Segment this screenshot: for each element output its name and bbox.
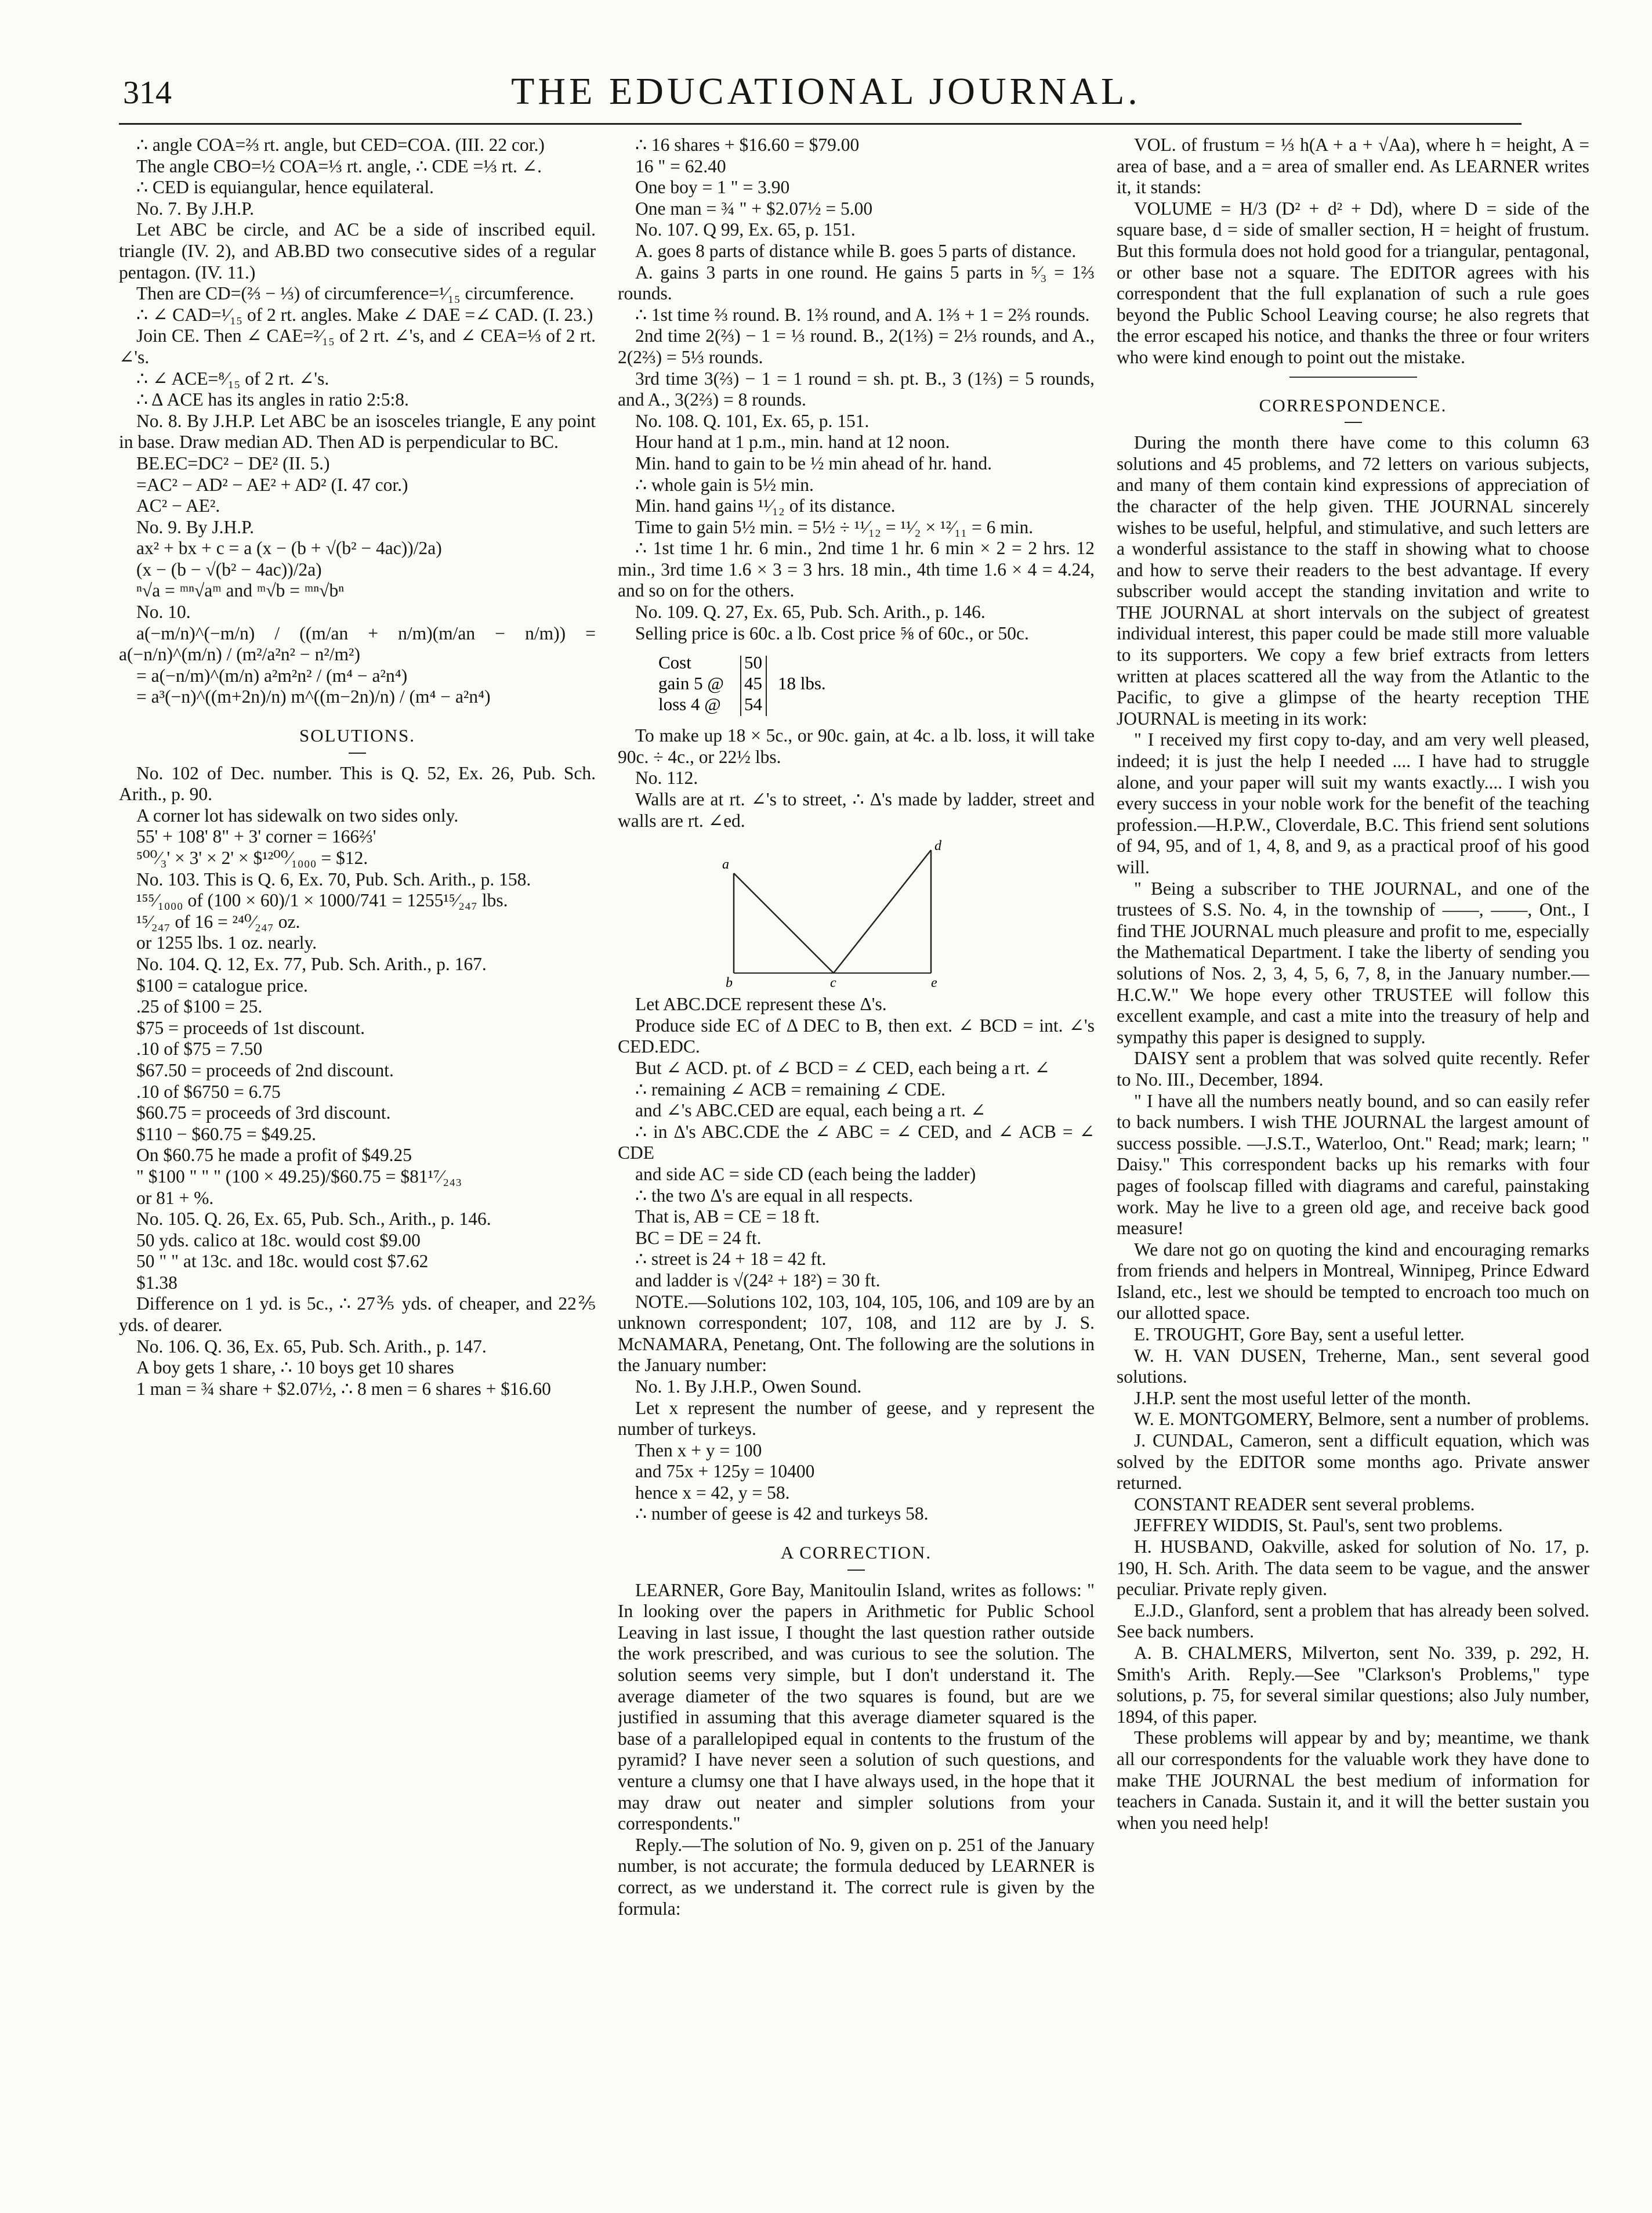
text-line: ⁵⁰⁰⁄₃' × 3' × 2' × $¹²⁰⁰⁄₁₀₀₀ = $12. xyxy=(136,848,368,868)
text-line: One boy = 1 " = 3.90 xyxy=(635,177,790,198)
text-line: BE.EC=DC² − DE² (II. 5.) xyxy=(136,453,330,473)
figure-label-d: d xyxy=(934,838,941,854)
text-line: and 75x + 125y = 10400 xyxy=(635,1461,815,1482)
text-line: ∴ 1st time ⅔ round. B. 1⅔ round, and A. 1⅔ + 1 = 2⅔ rounds. xyxy=(635,304,1090,325)
header-rule xyxy=(119,123,1521,125)
text-line: $110 − $60.75 = $49.25. xyxy=(136,1123,316,1144)
text-line: No. 7. By J.H.P. xyxy=(136,198,255,219)
text-line: " $100 " " " (100 × 49.25)/$60.75 = $81¹⁷⁄₂₄₃ xyxy=(136,1166,462,1187)
text-line: No. 108. Q. 101, Ex. 65, p. 151. xyxy=(635,410,870,431)
text-line: A corner lot has sidewalk on two sides only. xyxy=(136,805,459,826)
correspondence-heading: CORRESPONDENCE. xyxy=(1117,395,1589,424)
text-line: $75 = proceeds of 1st discount. xyxy=(136,1017,365,1038)
text-line: CONSTANT READER sent several problems. xyxy=(1134,1494,1475,1514)
text-line: a(−m/n)^(−m/n) / ((m/an + n/m)(m/an − n/m)) = a(−n/n)^(m/n) / (m²/a²n² − n²/m²) xyxy=(119,623,596,665)
text-line: Produce side EC of Δ DEC to B, then ext. ∠ BCD = int. ∠'s CED.EDC. xyxy=(618,1015,1095,1057)
text-line: Let x represent the number of geese, and y represent the number of turkeys. xyxy=(618,1397,1095,1440)
figure-label-b: b xyxy=(726,975,733,990)
text-line: .10 of $75 = 7.50 xyxy=(136,1039,263,1060)
alligation-value: 50 xyxy=(744,652,762,673)
ladder-right xyxy=(834,850,931,973)
text-line: Min. hand gains ¹¹⁄₁₂ of its distance. xyxy=(635,496,896,516)
text-line: A. B. CHALMERS, Milverton, sent No. 339, p. 292, H. Smith's Arith. Reply.—See "Clarkson's Problems," type solutions, p. 75, for several similar questions; also July number, 1894, of this paper. xyxy=(1117,1642,1589,1727)
text-line: No. 104. Q. 12, Ex. 77, Pub. Sch. Arith., p. 167. xyxy=(136,953,487,974)
text-line: and ladder is √(24² + 18²) = 30 ft. xyxy=(635,1270,881,1290)
text-line: 50 " " at 13c. and 18c. would cost $7.62 xyxy=(136,1251,429,1272)
journal-title: THE EDUCATIONAL JOURNAL. xyxy=(511,70,1141,113)
text-line: 55' + 108' 8" + 3' corner = 166⅔' xyxy=(136,826,376,847)
ladder-diagram xyxy=(618,838,1095,989)
section-separator xyxy=(1289,377,1417,378)
text-line: and ∠'s ABC.CED are equal, each being a rt. ∠ xyxy=(635,1100,986,1121)
figure-label-e: e xyxy=(931,975,937,990)
alligation-gain-label: gain 5 @ xyxy=(658,673,724,694)
solutions-list xyxy=(119,763,596,1400)
text-line: ⁿ√a = ᵐⁿ√aᵐ and ᵐ√b = ᵐⁿ√bⁿ xyxy=(136,580,345,601)
alligation-cost-label: Cost xyxy=(658,652,691,673)
text-line: ∴ angle COA=⅔ rt. angle, but CED=COA. (III. 22 cor.) xyxy=(136,135,545,155)
correction-heading: A CORRECTION. xyxy=(618,1542,1095,1571)
text-line: No. 105. Q. 26, Ex. 65, Pub. Sch., Arith., p. 146. xyxy=(136,1209,491,1230)
text-line: That is, AB = CE = 18 ft. xyxy=(635,1206,820,1227)
text-line: .25 of $100 = 25. xyxy=(136,996,263,1017)
text-line: 50 yds. calico at 18c. would cost $9.00 xyxy=(136,1230,421,1250)
text-line: DAISY sent a problem that was solved quite recently. Refer to No. III., December, 1894. xyxy=(1117,1048,1589,1090)
text-line: Min. hand to gain to be ½ min ahead of hr. hand. xyxy=(635,453,992,473)
text-line: NOTE.—Solutions 102, 103, 104, 105, 106, and 109 are by an unknown correspondent; 107, 108, and 112 are by J. S. McNAMARA, Penetang, Ont. The following are the solutions in the January number: xyxy=(618,1291,1095,1376)
text-line: ∴ street is 24 + 18 = 42 ft. xyxy=(635,1249,827,1270)
text-line: One man = ¾ " + $2.07½ = 5.00 xyxy=(635,198,873,219)
text-line: $60.75 = proceeds of 3rd discount. xyxy=(136,1102,391,1123)
solutions-continued xyxy=(618,135,1095,644)
text-line: 16 " = 62.40 xyxy=(635,156,726,176)
figure-label-c: c xyxy=(830,975,836,990)
text-line: Let ABC.DCE represent these Δ's. xyxy=(635,994,887,1015)
text-line: $1.38 xyxy=(136,1272,177,1293)
text-line: $100 = catalogue price. xyxy=(136,975,308,996)
text-line: But ∠ ACD. pt. of ∠ BCD = ∠ CED, each being a rt. ∠ xyxy=(635,1058,1050,1078)
alligation-table xyxy=(618,651,1095,721)
text-line: These problems will appear by and by; meantime, we thank all our correspondents for the valuable work they have done to make THE JOURNAL the best medium of information for teachers in Canada. Sustain it, and it will the better sustain you when you need help! xyxy=(1117,1727,1589,1833)
text-line: No. 106. Q. 36, Ex. 65, Pub. Sch. Arith., p. 147. xyxy=(136,1336,487,1357)
text-line: Difference on 1 yd. is 5c., ∴ 27⅗ yds. of cheaper, and 22⅖ yds. of dearer. xyxy=(119,1293,596,1336)
text-line: ∴ CED is equiangular, hence equilateral. xyxy=(136,177,434,198)
text-line: ax² + bx + c = a (x − (b + √(b² − 4ac))/2a) xyxy=(136,538,442,559)
text-line: ¹⁵⁵⁄₁₀₀₀ of (100 × 60)/1 × 1000/741 = 1255¹⁵⁄₂₄₇ lbs. xyxy=(136,890,508,911)
text-line: or 1255 lbs. 1 oz. nearly. xyxy=(136,932,317,953)
text-line: = a(−n/m)^(m/n) a²m²n² / (m⁴ − a²n⁴) xyxy=(136,665,408,686)
text-line: ∴ number of geese is 42 and turkeys 58. xyxy=(635,1503,929,1524)
text-line: = a³(−n)^((m+2n)/n) m^((m−2n)/n) / (m⁴ − a²n⁴) xyxy=(136,686,491,707)
text-line: .10 of $6750 = 6.75 xyxy=(136,1081,281,1102)
text-line: ∴ Δ ACE has its angles in ratio 2:5:8. xyxy=(136,389,409,410)
column-left xyxy=(119,135,596,2178)
solutions-heading: SOLUTIONS. xyxy=(119,725,596,754)
text-line: ∴ 16 shares + $16.60 = $79.00 xyxy=(635,135,860,155)
text-line: JEFFREY WIDDIS, St. Paul's, sent two problems. xyxy=(1134,1515,1503,1536)
text-line: or 81 + %. xyxy=(136,1187,214,1208)
text-line: Time to gain 5½ min. = 5½ ÷ ¹¹⁄₁₂ = ¹¹⁄₂ × ¹²⁄₁₁ = 6 min. xyxy=(635,516,1034,537)
text-line: ∴ ∠ ACE=⁸⁄₁₅ of 2 rt. ∠'s. xyxy=(136,368,329,389)
text-line: ∴ whole gain is 5½ min. xyxy=(635,474,814,495)
text-line: J. CUNDAL, Cameron, sent a difficult equation, which was solved by the EDITOR some months ago. Private answer returned. xyxy=(1117,1430,1589,1494)
math-solutions-block xyxy=(119,135,596,708)
text-line: ¹⁵⁄₂₄₇ of 16 = ²⁴⁰⁄₂₄₇ oz. xyxy=(136,911,300,932)
text-line: ∴ in Δ's ABC.CDE the ∠ ABC = ∠ CED, and ∠ ACB = ∠ CDE xyxy=(618,1121,1095,1163)
text-line: No. 107. Q 99, Ex. 65, p. 151. xyxy=(635,219,856,240)
ladder-problem-text xyxy=(618,725,1095,831)
text-line: 1 man = ¾ share + $2.07½, ∴ 8 men = 6 shares + $16.60 xyxy=(136,1378,551,1399)
text-line: Hour hand at 1 p.m., min. hand at 12 noon. xyxy=(635,432,950,453)
text-line: No. 9. By J.H.P. xyxy=(136,516,255,537)
alligation-result: 18 lbs. xyxy=(778,673,826,694)
text-line: (x − (b − √(b² − 4ac))/2a) xyxy=(136,559,322,580)
text-line: J.H.P. sent the most useful letter of the month. xyxy=(1134,1387,1471,1408)
text-line: LEARNER, Gore Bay, Manitoulin Island, writes as follows: " In looking over the papers in Arithmetic for Public School Leaving in last issue, I thought the last question rather outside the work prescribed, and was curious to see the solution. The solution seems very simple, but I don't understand it. The average diameter of the two squares is found, but are we justified in assuming that this average diameter squared is the base of a parallelopiped equal in contents to the frustum of the pyramid? I have never seen a solution of such questions, and venture a clumsy one that I have always used, in the hope that it may draw out neater and simpler solutions from your correspondents." xyxy=(618,1579,1095,1834)
figure-label-a: a xyxy=(722,857,729,873)
text-line: W. H. VAN DUSEN, Treherne, Man., sent several good solutions. xyxy=(1117,1345,1589,1387)
text-line: No. 112. xyxy=(635,768,698,789)
text-line: VOL. of frustum = ⅓ h(A + a + √Aa), where h = height, A = area of base, and a = area of smaller end. As LEARNER writes it, it stands: xyxy=(1117,135,1589,198)
text-line: No. 8. By J.H.P. Let ABC be an isosceles triangle, E any point in base. Draw median AD. Then AD is perpendicular to BC. xyxy=(119,410,596,453)
text-line: No. 1. By J.H.P., Owen Sound. xyxy=(635,1376,862,1397)
text-line: E. TROUGHT, Gore Bay, sent a useful letter. xyxy=(1134,1324,1465,1345)
correspondence-text xyxy=(1117,432,1589,1834)
text-line: A. gains 3 parts in one round. He gains 5 parts in ⁵⁄₃ = 1⅔ rounds. xyxy=(618,262,1095,304)
text-line: Reply.—The solution of No. 9, given on p. 251 of the January number, is not accurate; the formula deduced by LEARNER is correct, as we understand it. The correct rule is given by the formula: xyxy=(618,1834,1095,1919)
page-number: 314 xyxy=(123,75,172,111)
ladder-left xyxy=(734,873,834,973)
text-line: Let ABC be circle, and AC be a side of inscribed equil. triangle (IV. 2), and AB.BD two consecutive sides of a regular pentagon. (IV. 11.) xyxy=(119,219,596,283)
text-line: The angle CBO=½ COA=⅓ rt. angle, ∴ CDE =⅓ rt. ∠. xyxy=(136,156,542,176)
column-middle xyxy=(618,135,1095,2178)
text-line: On $60.75 he made a profit of $49.25 xyxy=(136,1145,412,1166)
text-line: ∴ the two Δ's are equal in all respects. xyxy=(635,1185,913,1206)
alligation-value: 45 xyxy=(744,673,762,694)
text-line: E.J.D., Glanford, sent a problem that has already been solved. See back numbers. xyxy=(1117,1600,1589,1642)
text-line: Then are CD=(⅔ − ⅓) of circumference=¹⁄₁₅ circumference. xyxy=(136,283,574,304)
alligation-loss-label: loss 4 @ xyxy=(658,694,721,715)
text-line: No. 109. Q. 27, Ex. 65, Pub. Sch. Arith., p. 146. xyxy=(635,602,986,623)
text-line: To make up 18 × 5c., or 90c. gain, at 4c. a lb. loss, it will take 90c. ÷ 4c., or 22½ lbs. xyxy=(618,725,1095,767)
text-line: 2nd time 2(⅔) − 1 = ⅓ round. B., 2(1⅔) = 2⅓ rounds, and A., 2(2⅔) = 5⅓ rounds. xyxy=(618,326,1095,367)
text-line: hence x = 42, y = 58. xyxy=(635,1482,790,1503)
text-line: We dare not go on quoting the kind and encouraging remarks from friends and helpers in Montreal, Winnipeg, Prince Edward Island, etc., lest we should be tempted to encroach too much on our allotted space. xyxy=(1117,1239,1589,1324)
alligation-value: 54 xyxy=(744,694,762,715)
ladder-solution-text xyxy=(618,994,1095,1525)
column-right xyxy=(1117,135,1589,2178)
text-line: AC² − AE². xyxy=(136,496,220,516)
text-line: Selling price is 60c. a lb. Cost price ⅝ of 60c., or 50c. xyxy=(635,623,1029,643)
text-line: Join CE. Then ∠ CAE=²⁄₁₅ of 2 rt. ∠'s, and ∠ CEA=⅓ of 2 rt. ∠'s. xyxy=(119,326,596,367)
text-line: VOLUME = H/3 (D² + d² + Dd), where D = side of the square base, d = side of smaller section, H = height of frustum. But this formula does not hold good for a triangular, pentagonal, or other base not a square. The EDITOR agrees with his correspondent that the full explanation of such a rule goes beyond the Public School Leaving course; he also regrets that the error escaped his notice, and thanks the three or four writers who were kind enough to point out the mistake. xyxy=(1117,198,1589,367)
text-line: A boy gets 1 share, ∴ 10 boys get 10 shares xyxy=(136,1357,454,1378)
frustum-formula-text xyxy=(1117,135,1589,368)
text-line: " Being a subscriber to THE JOURNAL, and one of the trustees of S.S. No. 4, in the township of ——, ——, Ont., I find THE JOURNAL much pleasure and profit to me, especially the Mathematical Department. I take the liberty of sending you solutions of Nos. 2, 3, 4, 5, 6, 7, 8, in the January number.—H.C.W." We hope every other TRUSTEE will follow this excellent example, and cast a mite into the treasury of help and sympathy this paper is designed to supply. xyxy=(1117,878,1589,1047)
text-line: ∴ remaining ∠ ACB = remaining ∠ CDE. xyxy=(635,1079,946,1100)
text-line: and side AC = side CD (each being the ladder) xyxy=(635,1163,976,1184)
text-line: Walls are at rt. ∠'s to street, ∴ Δ's made by ladder, street and walls are rt. ∠ed. xyxy=(618,789,1095,831)
text-line: No. 103. This is Q. 6, Ex. 70, Pub. Sch. Arith., p. 158. xyxy=(136,869,531,889)
text-line: =AC² − AD² − AE² + AD² (I. 47 cor.) xyxy=(136,474,408,495)
text-line: " I received my first copy to-day, and am very well pleased, indeed; it is just the help I needed .... I have had to struggle alone, and your paper will suit my wants exactly.... I wish you every success in your noble work for the benefit of the teaching profession.—H.P.W., Cloverdale, B.C. This friend sent solutions of 94, 95, and of 1, 4, 8, and 9, as a practical proof of his good will. xyxy=(1117,729,1589,877)
text-line: $67.50 = proceeds of 2nd discount. xyxy=(136,1060,394,1080)
text-line: During the month there have come to this column 63 solutions and 45 problems, and 72 letters on various subjects, and many of them contain kind expressions of appreciation of the character of the help given. THE JOURNAL sincerely wishes to be useful, helpful, and stimulative, and such letters are a wonderful assistance to the staff in showing what to choose and how to serve their readers to the best advantage. If every subscriber would accept the standing invitation and write to THE JOURNAL at short intervals on the subject of greatest individual interest, this paper could be made still more valuable to its supporters. We copy a few brief extracts from letters written at places scattered all the way from the Atlantic to the Pacific, to give a glimpse of the hearty reception THE JOURNAL is meeting in its work: xyxy=(1117,432,1589,729)
text-line: BC = DE = 24 ft. xyxy=(635,1227,762,1248)
text-line: No. 102 of Dec. number. This is Q. 52, Ex. 26, Pub. Sch. Arith., p. 90. xyxy=(119,762,596,805)
text-line: H. HUSBAND, Oakville, asked for solution of No. 17, p. 190, H. Sch. Arith. The data seem to be vague, and the answer peculiar. Private reply given. xyxy=(1117,1536,1589,1600)
text-line: ∴ 1st time 1 hr. 6 min., 2nd time 1 hr. 6 min × 2 = 2 hrs. 12 min., 3rd time 1.6 × 3 = 3 hrs. 18 min., 4th time 1.6 × 4 = 4.24, and so on for the others. xyxy=(618,538,1095,601)
text-line: W. E. MONTGOMERY, Belmore, sent a number of problems. xyxy=(1134,1409,1589,1430)
text-line: " I have all the numbers neatly bound, and so can easily refer to back numbers. I wish THE JOURNAL the largest amount of success possible. —J.S.T., Waterloo, Ont." Read; mark; learn; " Daisy." This correspondent backs up his remarks with four pages of foolscap filled with diagrams and careful, painstaking work. May he live to a green old age, and receive back good measure! xyxy=(1117,1090,1589,1239)
text-line: No. 10. xyxy=(136,602,191,623)
correction-text xyxy=(618,1580,1095,1920)
text-line: Then x + y = 100 xyxy=(635,1440,762,1460)
text-line: 3rd time 3(⅔) − 1 = 1 round = sh. pt. B., 3 (1⅔) = 5 rounds, and A., 3(2⅔) = 8 rounds. xyxy=(618,368,1095,410)
text-line: ∴ ∠ CAD=¹⁄₁₅ of 2 rt. angles. Make ∠ DAE =∠ CAD. (I. 23.) xyxy=(136,304,593,325)
text-line: A. goes 8 parts of distance while B. goes 5 parts of distance. xyxy=(635,240,1077,261)
